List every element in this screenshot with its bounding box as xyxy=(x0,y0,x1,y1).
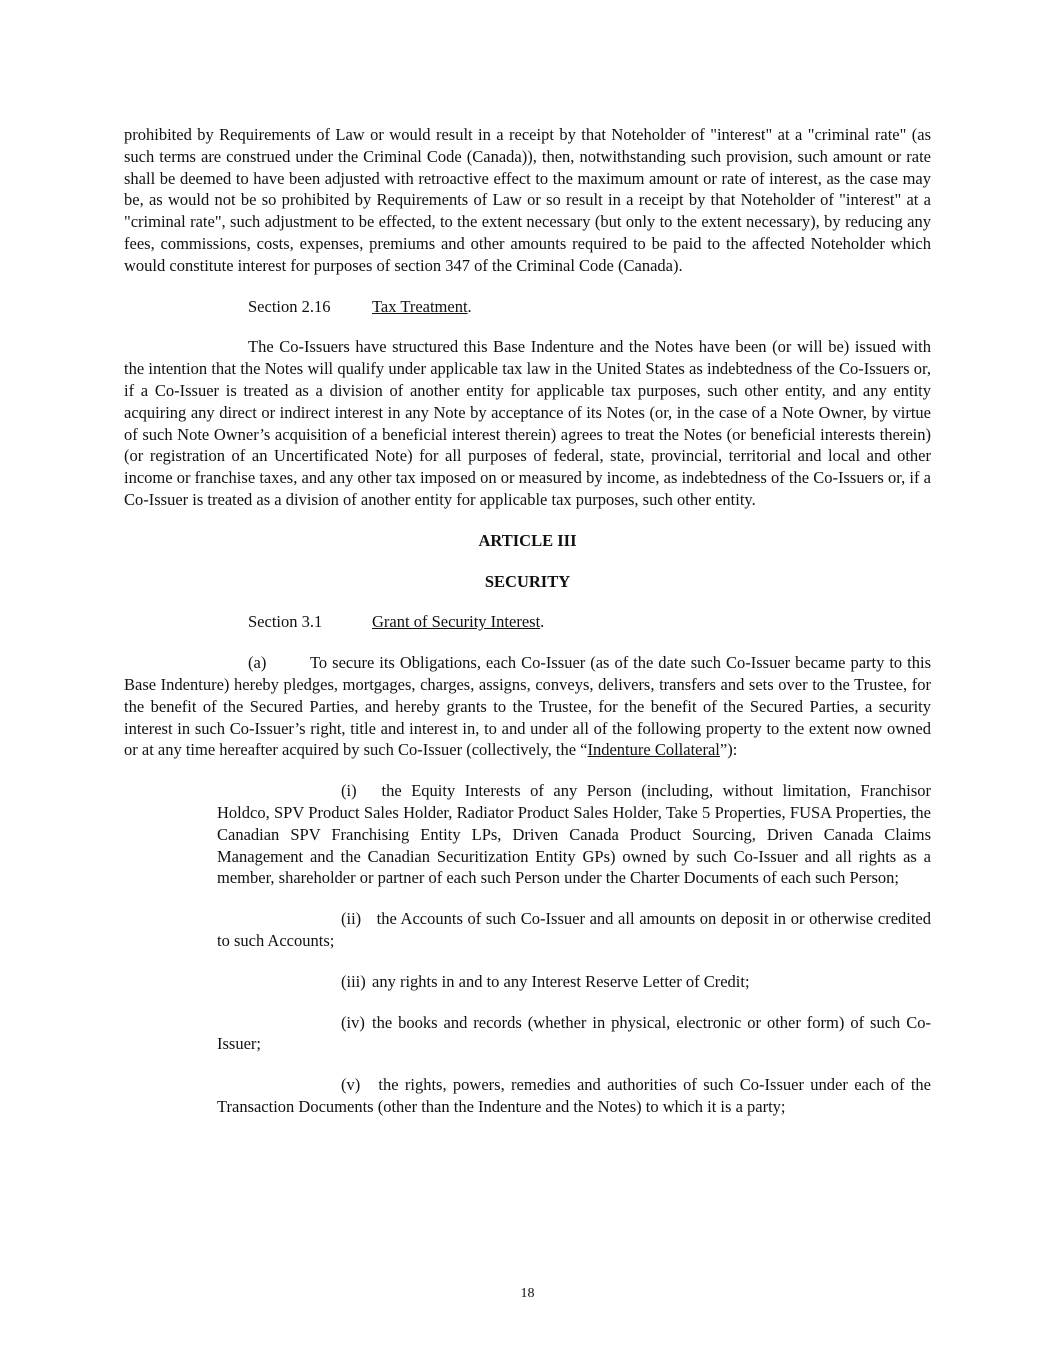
item-text: the rights, powers, remedies and authorities of such Co-Issuer under each of the Transaction Documents (other than the Indenture and the Notes) to which it is a party; xyxy=(217,1075,932,1116)
list-item xyxy=(217,1074,931,1118)
clause-text-before: To secure its Obligations, each Co-Issuer (as of the date such Co-Issuer became party to this Base Indenture) hereby pledges, mortgages, charges, assigns, conveys, delivers, transfers and sets over to the Trustee, for the benefit of the Secured Parties, and hereby grants to the Trustee, for the benefit of the Secured Parties, a security interest in such Co-Issuer’s right, title and interest in, to and under all of the following property to the extent now owned or at any time hereafter acquired by such Co-Issuer (collectively, the “ xyxy=(124,653,931,760)
item-label: (iv) xyxy=(341,1012,365,1032)
section-title: Grant of Security Interest xyxy=(372,612,541,632)
list-item xyxy=(217,908,931,952)
list-item xyxy=(217,1012,931,1056)
item-label: (ii) xyxy=(341,909,362,929)
clause-label: (a) xyxy=(248,653,267,673)
item-label: (i) xyxy=(341,781,357,801)
defined-term: Indenture Collateral xyxy=(587,740,720,760)
item-label: (v) xyxy=(341,1075,361,1095)
document-page xyxy=(124,124,931,1118)
section-number: Section 2.16 xyxy=(248,296,331,316)
section-title-suffix: . xyxy=(467,296,472,316)
clause-text-after: ”): xyxy=(719,740,738,760)
section-number: Section 3.1 xyxy=(248,612,323,632)
section-2-16-heading xyxy=(124,296,931,318)
item-text: any rights in and to any Interest Reserve Letter of Credit; xyxy=(372,971,750,991)
section-title: Tax Treatment xyxy=(372,296,468,316)
item-text: the Equity Interests of any Person (including, without limitation, Franchisor Holdco, SPV Product Sales Holder, Radiator Product Sales Holder, Take 5 Properties, FUSA Properties, the Canadian SPV Franchising Entity LPs, Driven Canada Product Sourcing, Driven Canada Claims Management and the Canadian Securitization Entity GPs) owned by such Co-Issuer and all rights as a member, shareholder or partner of each such Person under the Charter Documents of each such Person; xyxy=(217,781,931,888)
list-item xyxy=(217,971,931,993)
list-item xyxy=(217,780,931,889)
item-label: (iii) xyxy=(341,971,366,991)
section-2-16-body: The Co-Issuers have structured this Base Indenture and the Notes have been (or will be) issued with the intention that the Notes will qualify under applicable tax law in the United States as indebtedness of the Co-Issuers or, if a Co-Issuer is treated as a division of another entity for applicable tax purposes, such other entity, and any entity acquiring any direct or indirect interest in any Note by acceptance of its Notes (or, in the case of a Note Owner, by virtue of such Note Owner’s acquisition of a beneficial interest therein) agrees to treat the Notes (or beneficial interests therein) (or registration of an Uncertificated Note) for all purposes of federal, state, provincial, territorial and local and other income or franchise taxes, and any other tax imposed on or measured by income, as indebtedness of the Co-Issuers or, if a Co-Issuer is treated as a division of another entity for applicable tax purposes, such other entity. xyxy=(124,337,931,509)
item-text: the Accounts of such Co-Issuer and all amounts on deposit in or otherwise credited to such Accounts; xyxy=(217,909,932,950)
item-text: the books and records (whether in physical, electronic or other form) of such Co-Issuer; xyxy=(217,1012,931,1054)
page-number: 18 xyxy=(520,1286,535,1301)
article-number: ARTICLE III xyxy=(478,530,577,550)
section-title-suffix: . xyxy=(540,612,545,632)
article-title: SECURITY xyxy=(484,571,571,591)
clause-a xyxy=(124,652,931,761)
section-3-1-heading xyxy=(124,611,931,633)
opening-paragraph: prohibited by Requirements of Law or would result in a receipt by that Noteholder of "interest" at a "criminal rate" (as such terms are construed under the Criminal Code (Canada)), then, notwithstanding such provision, such amount or rate shall be deemed to have been adjusted with retroactive effect to the maximum amount or rate of interest, as the case may be, as would not be so prohibited by Requirements of Law or so result in a receipt by that Noteholder of "interest" at a "criminal rate", such adjustment to be effected, to the extent necessary (but only to the extent necessary), by reducing any fees, commissions, costs, expenses, premiums and other amounts required to be paid to the affected Noteholder which would constitute interest for purposes of section 347 of the Criminal Code (Canada). xyxy=(124,125,931,275)
